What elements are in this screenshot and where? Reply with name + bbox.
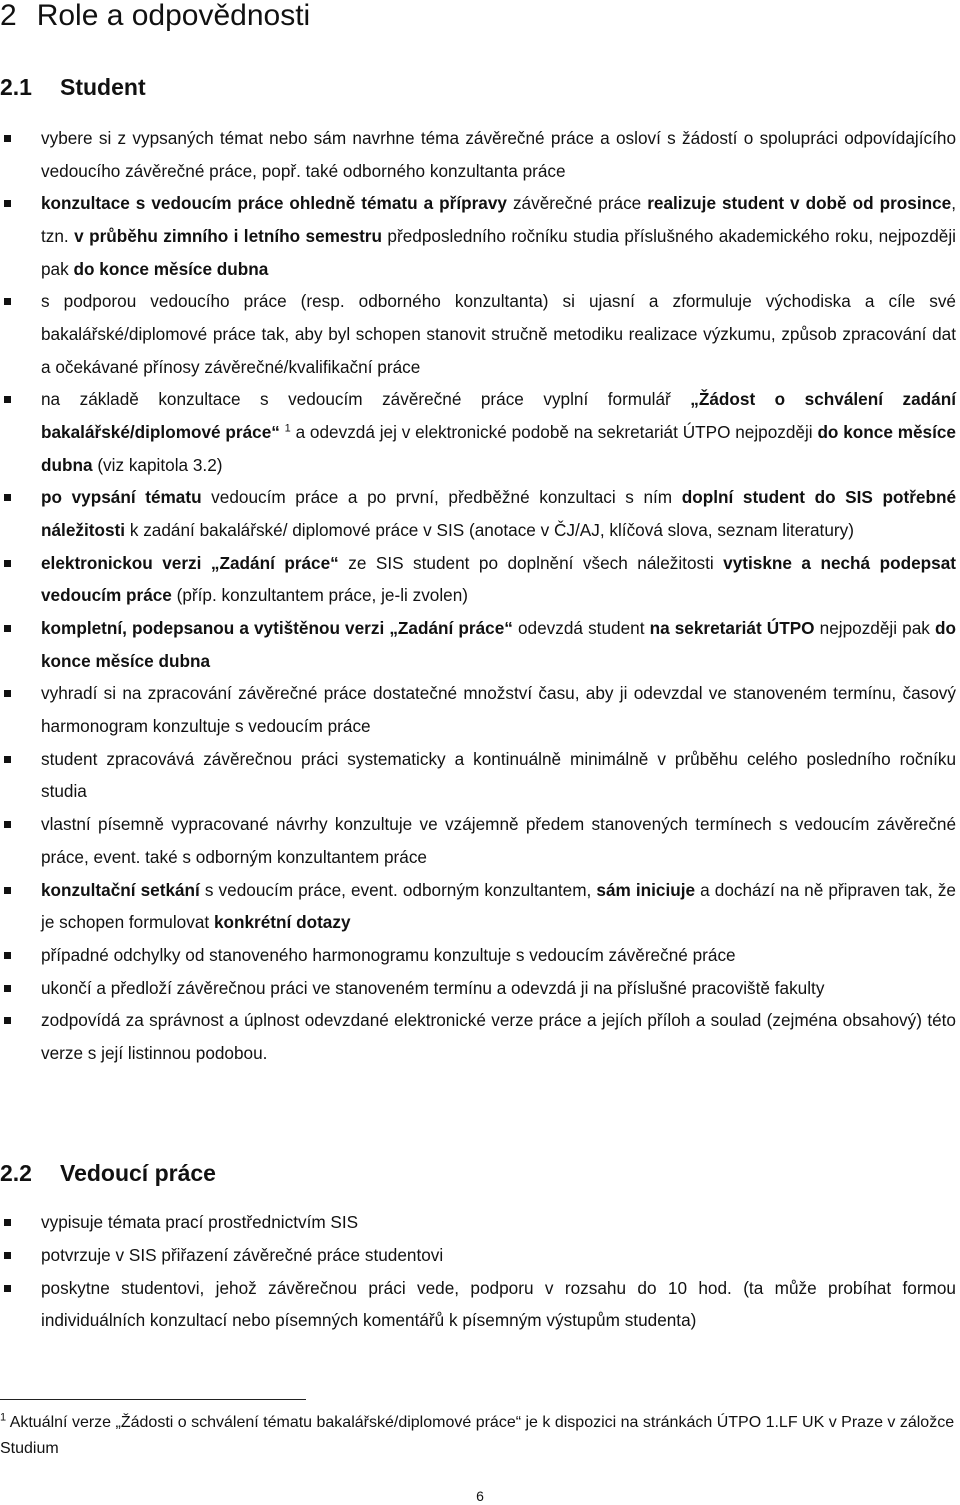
- square-bullet-icon: [4, 560, 11, 567]
- list-item-text: po vypsání tématu: [41, 487, 202, 508]
- list-item-text: s vedoucím práce, event. odborným konzultantem,: [199, 879, 597, 900]
- square-bullet-icon: [4, 200, 11, 207]
- list-item: [0, 1206, 960, 1239]
- chapter-number: 2: [0, 0, 17, 32]
- square-bullet-icon: [4, 135, 11, 142]
- chapter-heading: [0, 0, 310, 34]
- list-item-text: do konce měsíce dubna: [73, 258, 269, 279]
- list-item-text: ukončí a předloží závěrečnou práci ve stanoveném termínu a odevzdá ji na příslušné pracoviště fakulty: [41, 977, 825, 998]
- square-bullet-icon: [4, 887, 11, 894]
- square-bullet-icon: [4, 1252, 11, 1259]
- square-bullet-icon: [4, 985, 11, 992]
- list-item-text: elektronickou verzi „Zadání práce“: [41, 552, 339, 573]
- list-item-text: student zpracovává závěrečnou práci systematicky a kontinuálně minimálně v průběhu celého posledního ročníku studia: [41, 748, 956, 802]
- list-item-text: doplní student do SIS potřebné náležitosti: [41, 487, 957, 540]
- list-item-text: kompletní, podepsanou a vytištěnou verzi „Zadání práce“: [41, 618, 513, 639]
- list-item-text: nejpozději pak: [814, 618, 935, 639]
- list-item: [0, 1004, 960, 1069]
- list-item-text: sám iniciuje: [596, 879, 696, 900]
- section-title: Student: [60, 74, 146, 100]
- square-bullet-icon: [4, 756, 11, 763]
- square-bullet-icon: [4, 625, 11, 632]
- list-item-text: závěrečné práce: [506, 193, 648, 214]
- page-number: 6: [476, 1488, 484, 1504]
- square-bullet-icon: [4, 690, 11, 697]
- list-item-text: (viz kapitola 3.2): [92, 454, 223, 475]
- square-bullet-icon: [4, 821, 11, 828]
- list-item-text: konzultační setkání: [41, 879, 200, 900]
- list-item-text: na základě konzultace s vedoucím závěrečné práce vyplní formulář: [41, 389, 691, 410]
- list-item-text: předposledního ročníku studia příslušného akademického roku, nejpozději pak: [41, 225, 956, 279]
- list-item: [0, 383, 960, 481]
- list-item: [0, 1272, 960, 1337]
- list-item-text: konzultace s vedoucím práce ohledně tématu a přípravy: [41, 193, 507, 214]
- list-item-text: konkrétní dotazy: [213, 912, 351, 933]
- square-bullet-icon: [4, 396, 11, 403]
- footnote: [0, 1410, 960, 1462]
- list-item: [0, 808, 960, 873]
- list-item-text: případné odchylky od stanoveného harmonogramu konzultuje s vedoucím závěrečné práce: [41, 944, 736, 965]
- list-item: [0, 612, 960, 677]
- list-item: [0, 1239, 960, 1272]
- list-item-text: vypisuje témata prací prostřednictvím SIS: [41, 1212, 359, 1232]
- list-item-text: vybere si z vypsaných témat nebo sám navrhne téma závěrečné práce a osloví s žádostí o spolupráci odpovídajícího vedoucího závěrečné práce, popř. také odborného konzultanta práce: [41, 128, 956, 181]
- list-item-text: ze SIS student po doplnění všech náležitosti: [338, 552, 724, 573]
- list-item-text: a odevzdá jej v elektronické podobě na sekretariát ÚTPO nejpozději: [290, 421, 818, 442]
- list-item: [0, 547, 960, 612]
- list-item-text: „Žádost o schválení zadání bakalářské/diplomové práce“: [41, 389, 956, 442]
- footnote-separator: [0, 1399, 306, 1400]
- square-bullet-icon: [4, 1017, 11, 1024]
- list-item: [0, 677, 960, 742]
- list-item-text: poskytne studentovi, jehož závěrečnou práci vede, podporu v rozsahu do 10 hod. (ta může probíhat formou individuálních konzultací nebo písemných komentářů k písemným výstupům studenta): [41, 1277, 956, 1331]
- square-bullet-icon: [4, 1219, 11, 1226]
- section-title: Vedoucí práce: [60, 1160, 216, 1186]
- list-item-text: vytiskne a nechá podepsat vedoucím práce: [41, 552, 956, 606]
- footnote-mark: 1: [0, 1411, 7, 1424]
- list-item: [0, 874, 960, 939]
- list-item-text: vyhradí si na zpracování závěrečné práce dostatečné množství času, aby ji odevzdal ve stanoveném termínu, časový harmonogram konzultuje s vedoucím práce: [41, 683, 956, 736]
- student-responsibilities-list: [0, 122, 960, 1070]
- list-item-text: s podporou vedoucího práce (resp. odborného konzultanta) si ujasní a zformuluje východiska a cíle své bakalářské/diplomové práce tak, aby byl schopen stanovit stručně metodiku realizace výzkumu, způsob zpracování dat a očekávané přínosy závěrečné/kvalifikační práce: [41, 291, 956, 377]
- list-item-text: do konce měsíce dubna: [41, 421, 956, 475]
- section-number: 2.1: [0, 74, 32, 100]
- list-item-text: na sekretariát ÚTPO: [649, 618, 815, 639]
- list-item: [0, 481, 960, 546]
- square-bullet-icon: [4, 494, 11, 501]
- section-heading-student: [0, 73, 146, 101]
- list-item-text: (příp. konzultantem práce, je-li zvolen): [171, 585, 469, 606]
- footnote-reference: 1: [284, 422, 291, 435]
- list-item-text: vedoucím práce a po první, předběžné konzultaci s ním: [201, 487, 682, 508]
- list-item-text: zodpovídá za správnost a úplnost odevzdané elektronické verze práce a jejích příloh a soulad (zejména obsahový) této verze s její listinnou podobou.: [41, 1010, 956, 1064]
- chapter-title: Role a odpovědnosti: [36, 0, 311, 32]
- square-bullet-icon: [4, 1285, 11, 1292]
- square-bullet-icon: [4, 298, 11, 305]
- list-item-text: , tzn.: [41, 193, 956, 246]
- list-item: [0, 743, 960, 808]
- list-item-text: vlastní písemně vypracované návrhy konzultuje ve vzájemně předem stanovených termínech s vedoucím závěrečné práce, event. také s odborným konzultantem práce: [41, 814, 956, 867]
- footnote-text: Aktuální verze „Žádosti o schválení tématu bakalářské/diplomové práce“ je k dispozici na stránkách ÚTPO 1.LF UK v Praze v záložce Studium: [0, 1414, 955, 1457]
- list-item: [0, 285, 960, 383]
- list-item-text: odevzdá student: [512, 618, 650, 639]
- list-item: [0, 972, 960, 1005]
- list-item-text: do konce měsíce dubna: [41, 618, 956, 671]
- section-heading-supervisor: [0, 1159, 216, 1187]
- list-item-text: realizuje student v době od prosince: [647, 193, 952, 214]
- list-item: [0, 187, 960, 285]
- list-item: [0, 939, 960, 972]
- list-item-text: potvrzuje v SIS přiřazení závěrečné práce studentovi: [41, 1244, 444, 1265]
- supervisor-responsibilities-list: [0, 1206, 960, 1337]
- square-bullet-icon: [4, 952, 11, 959]
- list-item: [0, 122, 960, 187]
- section-number: 2.2: [0, 1160, 32, 1186]
- list-item-text: a dochází na ně připraven tak, že je schopen formulovat: [41, 879, 956, 933]
- list-item-text: k zadání bakalářské/ diplomové práce v SIS (anotace v ČJ/AJ, klíčová slova, seznam literatury): [125, 519, 854, 540]
- list-item-text: v průběhu zimního i letního semestru: [74, 225, 382, 246]
